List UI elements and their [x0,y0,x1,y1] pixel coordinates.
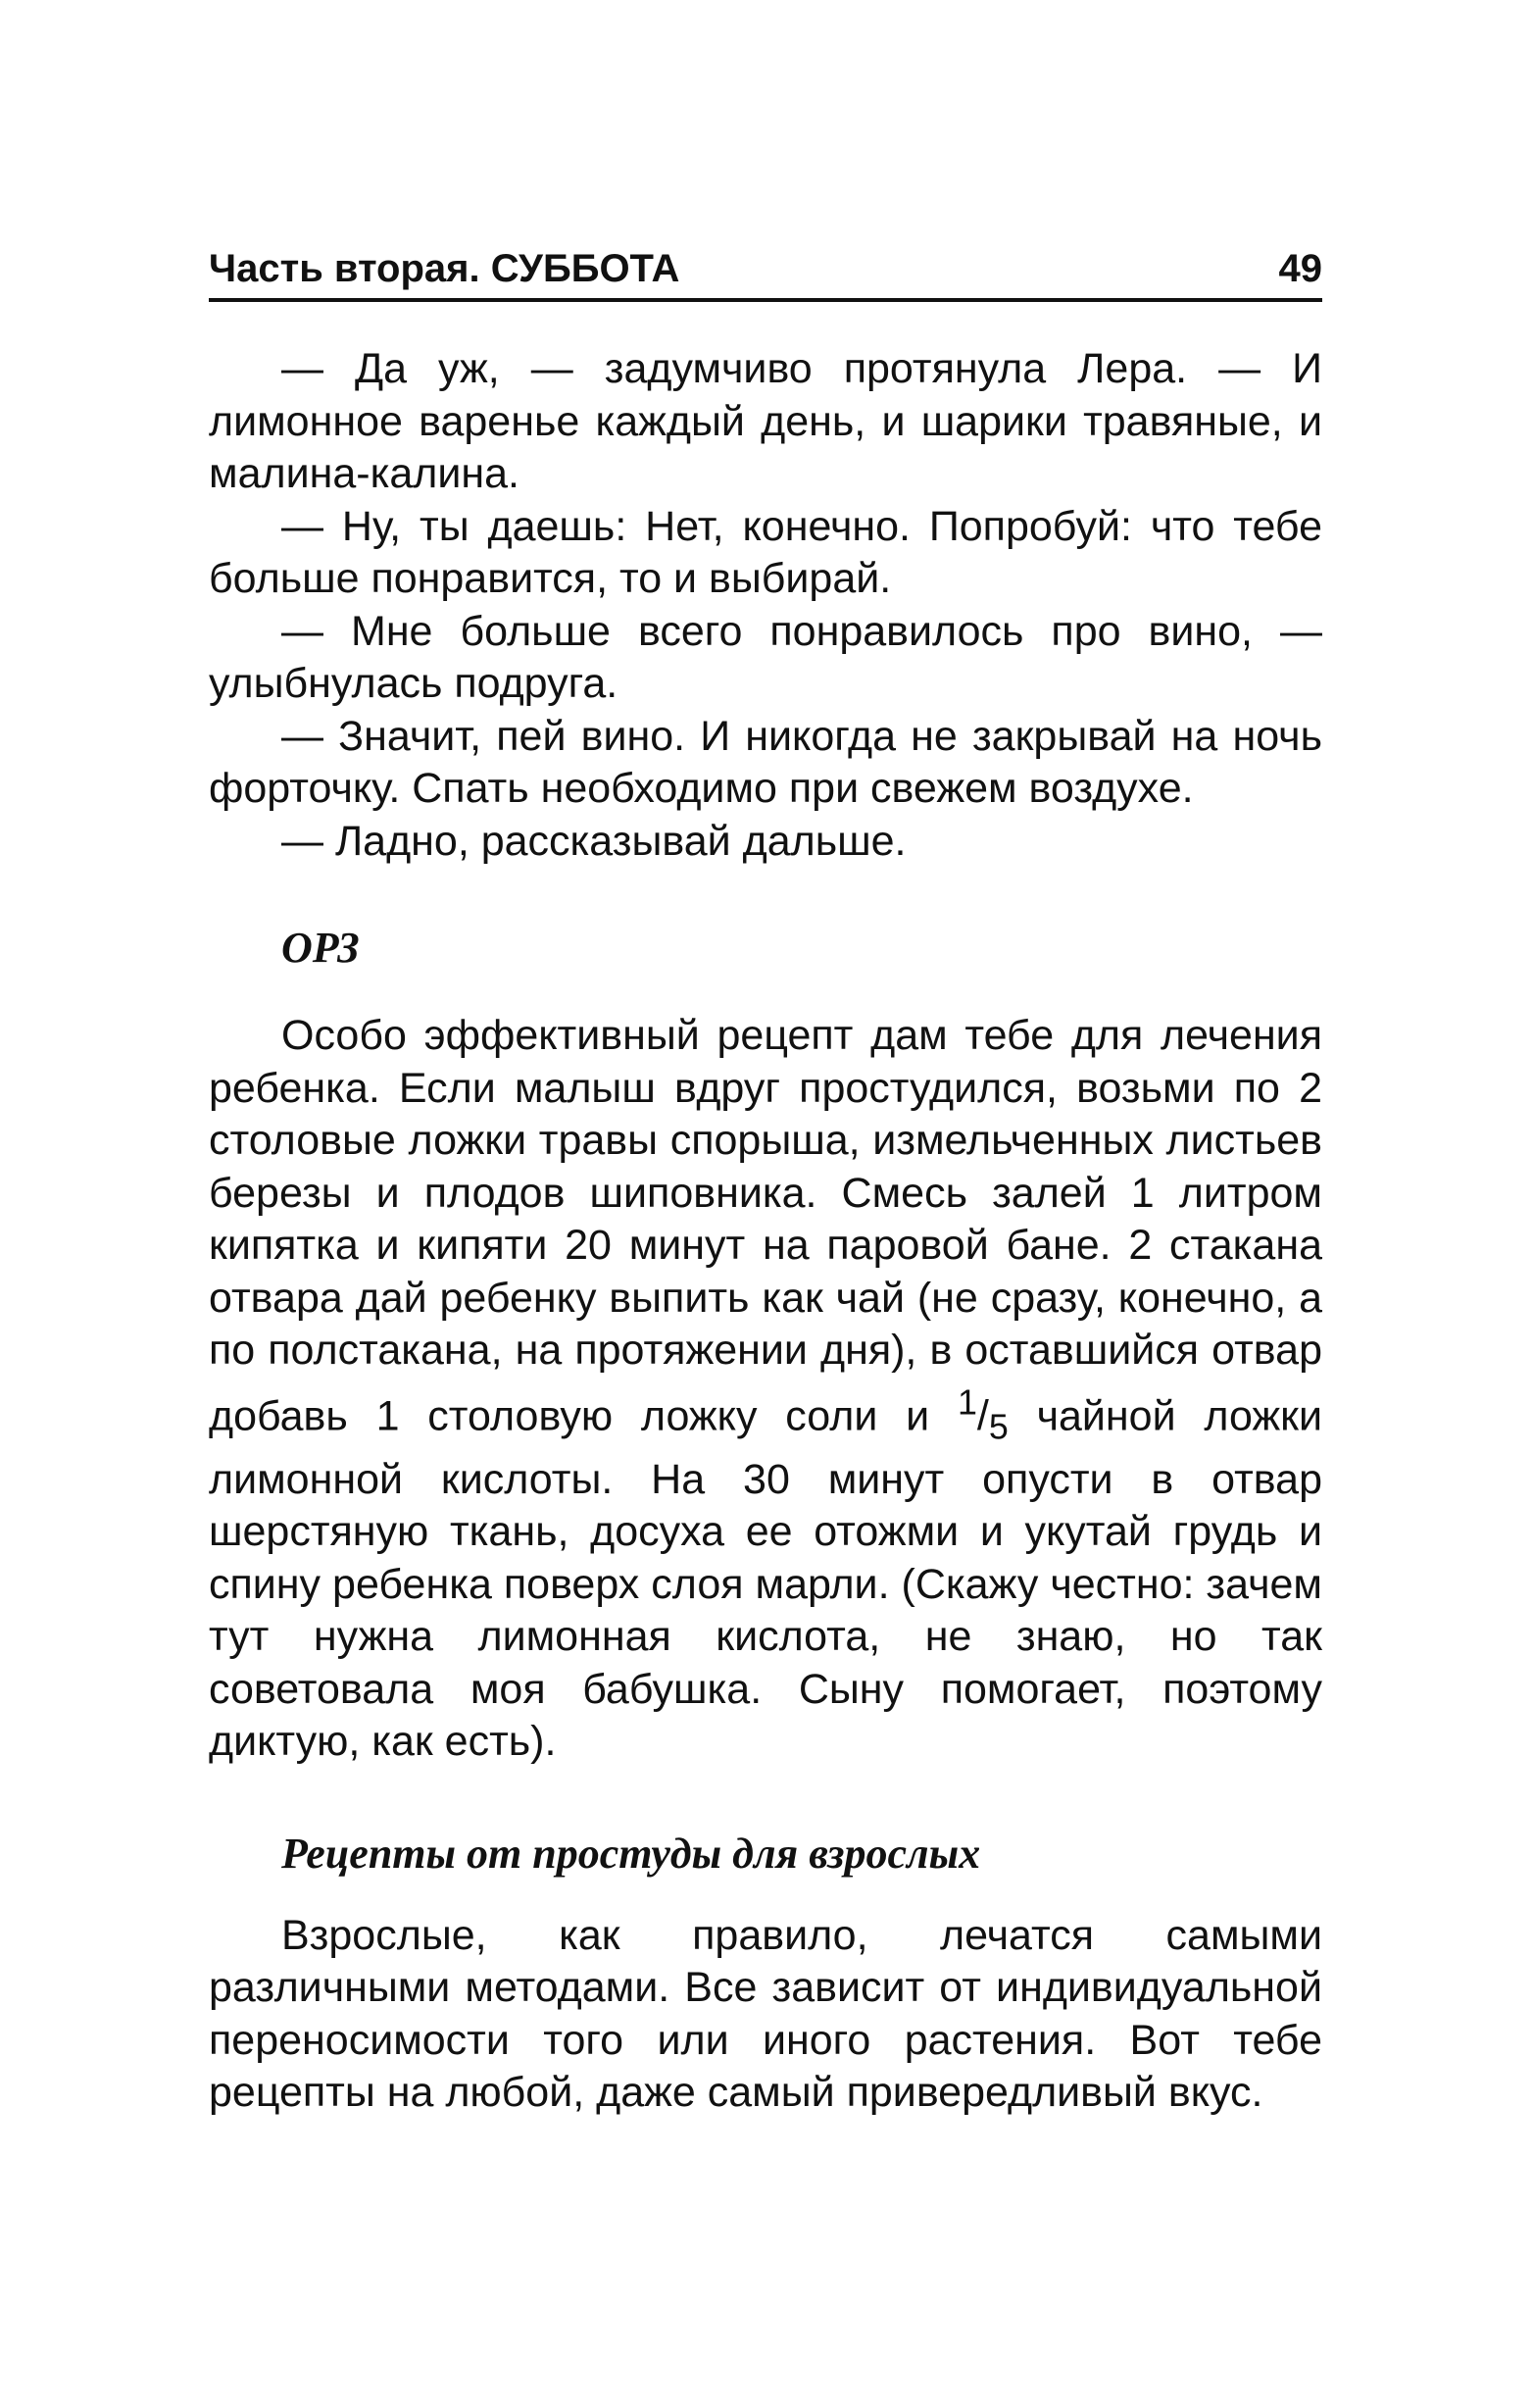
fraction: $^1/_5$ [957,1382,1009,1447]
dialogue-block [209,343,1322,868]
section-heading-adult: Рецепты от простуды для взрослых [281,1829,981,1878]
dialogue-paragraph: — Ну, ты даешь: Нет, конечно. Попробуй: что тебе больше понравится, то и выбирай. [209,502,1322,602]
fraction-denominator: 5 [988,1407,1009,1447]
fraction-numerator: 1 [957,1382,977,1423]
recipe-paragraph [209,1010,1322,1769]
dialogue-paragraph: — Мне больше всего понравилось про вино, — улыбнулась подруга. [209,607,1322,707]
adult-paragraph: Взрослые, как правило, лечатся самыми различными методами. Все зависит от индивидуальной переносимости того или иного растения. Вот тебе рецепты на любой, даже самый привередливый вкус. [209,1911,1322,2117]
recipe-text-part1: Особо эффективный рецепт дам тебе для лечения ребенка. Если малыш вдруг простудился, возьми по 2 столовые ложки травы спорыша, измельченных листьев березы и плодов шиповника. Смесь залей 1 литром кипятка и кипяти 20 минут на паровой бане. 2 стакана отвара дай ребенку выпить как чай (не сразу, конечно, а по полстакана, на протяжении дня), в оставшийся отвар добавь 1 столовую ложку соли и [209,1012,1322,1439]
dialogue-paragraph: — Да уж, — задумчиво протянула Лера. — И лимонное варенье каждый день, и шарики травяные, и малина-калина. [209,345,1322,497]
book-page [209,245,1322,2120]
section-orz-body [209,1010,1322,1769]
dialogue-paragraph: — Ладно, рассказывай дальше. [281,817,907,865]
dialogue-paragraph: — Значит, пей вино. И никогда не закрывай на ночь форточку. Спать необходимо при свежем воздухе. [209,712,1322,812]
recipe-text-part2: чайной ложки лимонной кислоты. На 30 минут опусти в отвар шерстяную ткань, досуха ее отожми и укутай грудь и спину ребенка поверх слоя марли. (Скажу честно: зачем тут нужна лимонная кислота, не знаю, но так советовала моя бабушка. Сыну помогает, поэтому диктую, как есть). [209,1391,1322,1766]
page-number: 49 [1278,247,1322,290]
section-heading-orz: ОРЗ [281,924,360,972]
section-adult-body [209,1910,1322,2120]
running-head [209,245,1322,302]
chapter-title: Часть вторая. СУББОТА [209,247,680,290]
